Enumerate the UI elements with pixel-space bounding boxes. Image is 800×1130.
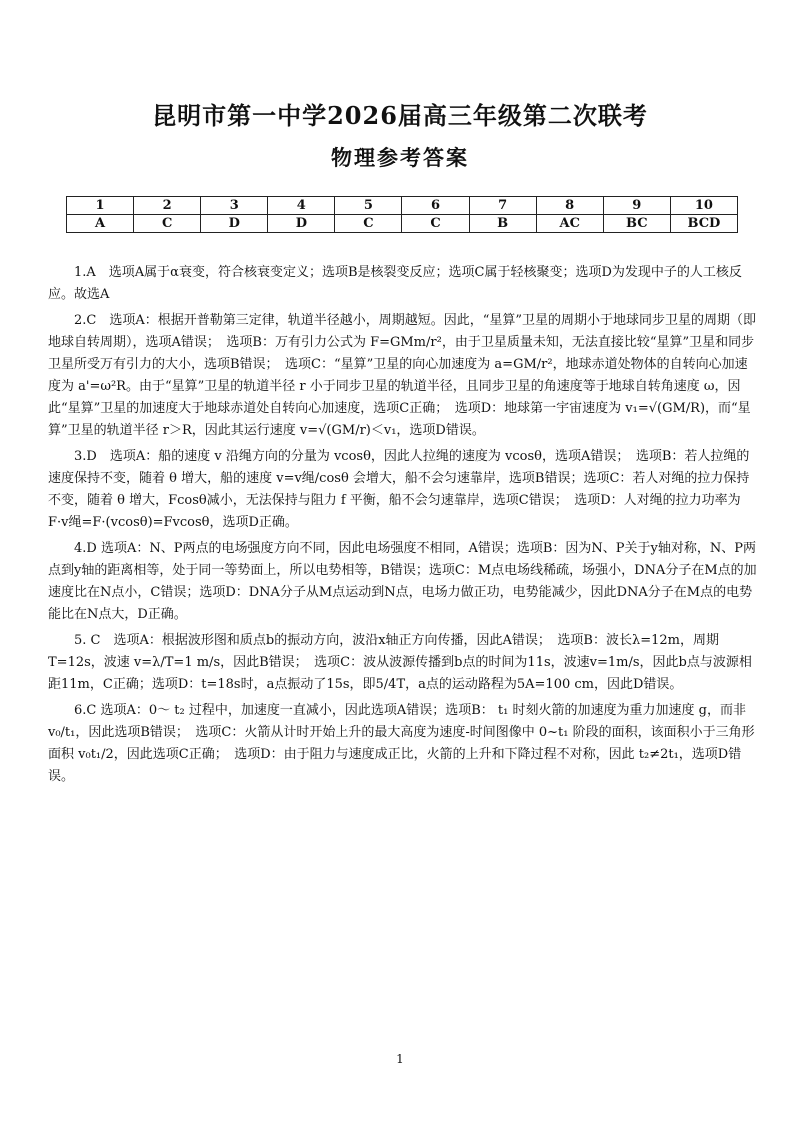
question-number: 2 xyxy=(134,197,201,215)
question-number: 4 xyxy=(268,197,335,215)
answer-table xyxy=(66,196,738,233)
document-subtitle: 物理参考答案 xyxy=(331,145,469,170)
explanation-q1: 1.A 选项A属于α衰变，符合核衰变定义；选项B是核裂变反应；选项C属于轻核聚变；选项D为发现中子的人工核反应。故选A xyxy=(48,265,742,302)
answer-cell: C xyxy=(335,215,402,233)
question-number: 1 xyxy=(67,197,134,215)
answer-explanations xyxy=(48,262,758,788)
answer-cell: C xyxy=(402,215,469,233)
question-number: 5 xyxy=(335,197,402,215)
answer-table-answer-row xyxy=(67,215,738,233)
question-number: 6 xyxy=(402,197,469,215)
answer-cell: B xyxy=(469,215,536,233)
explanation-q3: 3.D 选项A：船的速度 v 沿绳方向的分量为 vcosθ，因此人拉绳的速度为 vcosθ，选项A错误； 选项B：若人拉绳的速度保持不变，随着 θ 增大，船的速度 v=v绳/cosθ 会增大，船不会匀速靠岸，选项B错误；选项C：若人对绳的拉力保持不变，随着 θ 增大，Fcosθ减小，无法保持与阻力 f 平衡，船不会匀速靠岸，选项C错误； 选项D：人对绳的拉力功率为 F·v绳=F·(vcosθ)=Fvcosθ，选项D正确。 xyxy=(48,449,750,530)
answer-table-number-row xyxy=(67,197,738,215)
question-number: 10 xyxy=(670,197,737,215)
answer-cell: C xyxy=(134,215,201,233)
question-number: 7 xyxy=(469,197,536,215)
answer-cell: D xyxy=(268,215,335,233)
document-title: 昆明市第一中学2026届高三年级第二次联考 xyxy=(152,101,648,130)
explanation-q5: 5. C 选项A：根据波形图和质点b的振动方向，波沿x轴正方向传播，因此A错误； 选项B：波长λ=12m，周期T=12s，波速 v=λ/T=1 m/s，因此B错误； 选项C：波从波源传播到b点的时间为11s，波速v=1m/s，因此b点与波源相距11m，C正确；选项D：t=18s时，a点振动了15s，即5/4T，a点的运动路程为5A=100 cm，因此D错误。 xyxy=(48,633,752,692)
question-number: 9 xyxy=(603,197,670,215)
explanation-q6: 6.C 选项A：0～ t₂ 过程中，加速度一直减小，因此选项A错误；选项B： t₁ 时刻火箭的加速度为重力加速度 g，而非 v₀/t₁，因此选项B错误； 选项C：火箭从计时开始上升的最大高度为速度-时间图像中 0~t₁ 阶段的面积，该面积小于三角形面积 v₀t₁/2，因此选项C正确； 选项D：由于阻力与速度成正比，火箭的上升和下降过程不对称，因此 t₂≠2t₁，选项D错误。 xyxy=(48,703,755,784)
explanation-q2: 2.C 选项A：根据开普勒第三定律，轨道半径越小，周期越短。因此，“星算”卫星的周期小于地球同步卫星的周期（即地球自转周期），选项A错误； 选项B：万有引力公式为 F=GMm/r²，由于卫星质量未知，无法直接比较“星算”卫星和同步卫星所受万有引力的大小，选项B错误； 选项C：“星算”卫星的向心加速度为 a=GM/r²，地球赤道处物体的自转向心加速度为 a'=ω²R。由于“星算”卫星的轨道半径 r 小于同步卫星的轨道半径，且同步卫星的角速度等于地球自转角速度 ω，因此“星算”卫星的加速度大于地球赤道处自转向心加速度，选项C正确； 选项D：地球第一宇宙速度为 v₁=√(GM/R)，而“星算”卫星的轨道半径 r＞R，因此其运行速度 v=√(GM/r)＜v₁，选项D错误。 xyxy=(48,313,757,438)
answer-cell: BC xyxy=(603,215,670,233)
page-number: 1 xyxy=(396,1052,404,1066)
answer-cell: A xyxy=(67,215,134,233)
question-number: 3 xyxy=(201,197,268,215)
question-number: 8 xyxy=(536,197,603,215)
answer-cell: D xyxy=(201,215,268,233)
answer-cell: BCD xyxy=(670,215,737,233)
explanation-q4: 4.D 选项A：N、P两点的电场强度方向不同，因此电场强度不相同，A错误；选项B：因为N、P关于y轴对称，N、P两点到y轴的距离相等，处于同一等势面上，所以电势相等，B错误；选项C：M点电场线稀疏，场强小，DNA分子在M点的加速度比在N点小，C错误；选项D：DNA分子从M点运动到N点，电场力做正功，电势能减少，因此DNA分子在M点的电势能比在N点大，D正确。 xyxy=(48,541,757,622)
answer-cell: AC xyxy=(536,215,603,233)
